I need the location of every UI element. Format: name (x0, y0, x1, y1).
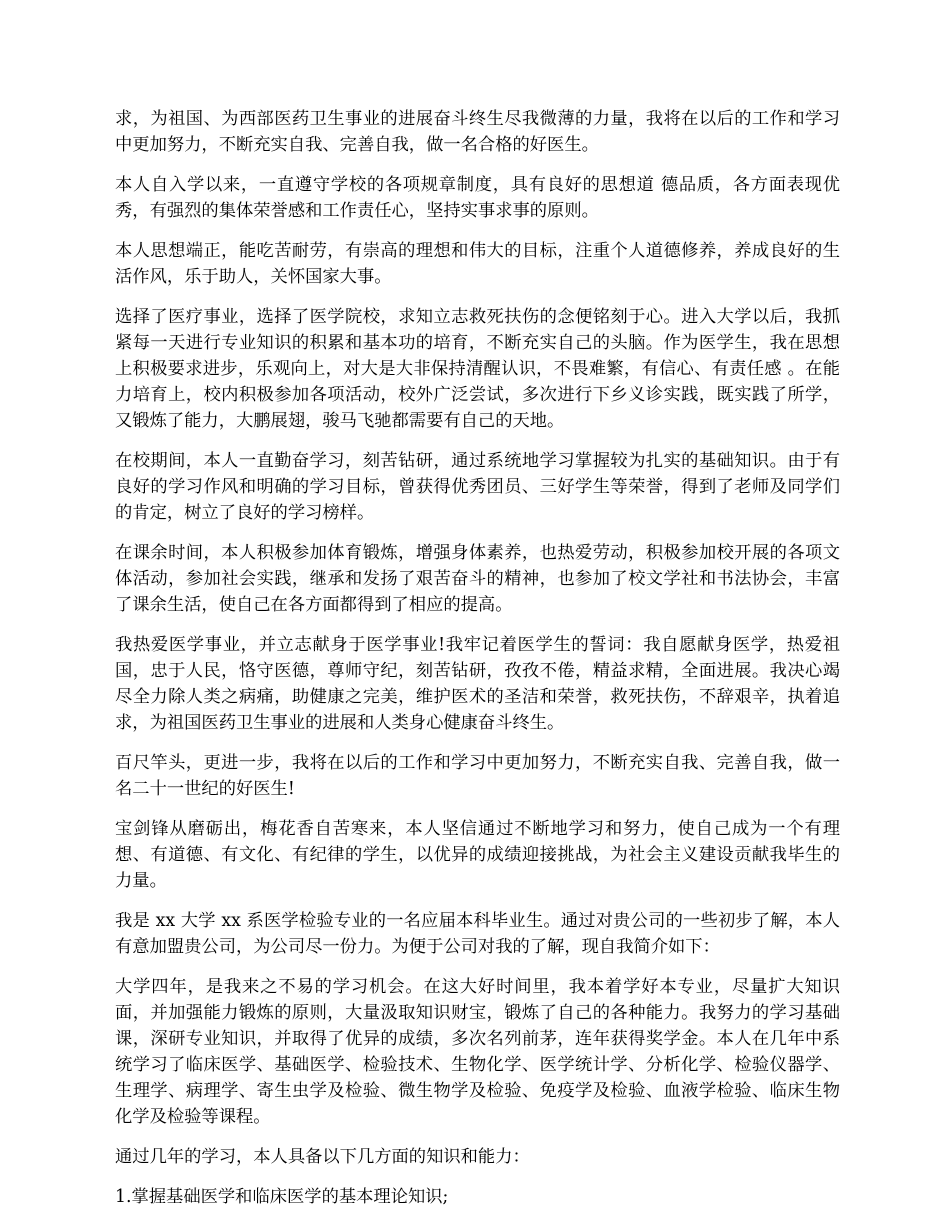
paragraph: 我是 xx 大学 xx 系医学检验专业的一名应届本科毕业生。通过对贵公司的一些初步了解，本人有意加盟贵公司，为公司尽一份力。为便于公司对我的了解，现自我简介如下： (115, 911, 840, 957)
paragraph: 在课余时间，本人积极参加体育锻炼，增强身体素养，也热爱劳动，积极参加校开展的各项文体活动，参加社会实践，继承和发扬了艰苦奋斗的精神，也参加了校文学社和书法协会，丰富了课余生活，使自己在各方面都得到了相应的提高。 (115, 543, 840, 615)
paragraph: 百尺竿头，更进一步，我将在以后的工作和学习中更加努力，不断充实自我、完善自我，做一名二十一世纪的好医生! (115, 753, 840, 799)
list-item: 1.掌握基础医学和临床医学的基本理论知识; (115, 1187, 449, 1207)
paragraph: 宝剑锋从磨砺出，梅花香自苦寒来，本人坚信通过不断地学习和努力，使自己成为一个有理想、有道德、有文化、有纪律的学生，以优异的成绩迎接挑战，为社会主义建设贡献我毕生的力量。 (115, 819, 840, 891)
paragraph: 选择了医疗事业，选择了医学院校，求知立志救死扶伤的念便铭刻于心。进入大学以后，我抓紧每一天进行专业知识的积累和基本功的培育，不断充实自己的头脑。作为医学生，我在思想上积极要求进步，乐观向上，对大是大非保持清醒认识，不畏难繁，有信心、有责任感 。在能力培育上，校内积极参加各项活动，校外广泛尝试，多次进行下乡义诊实践，既实践了所学，又锻炼了能力，大鹏展翅，骏马飞驰都需要有自己的天地。 (115, 307, 840, 431)
paragraph: 通过几年的学习，本人具备以下几方面的知识和能力： (115, 1147, 530, 1167)
paragraph: 本人自入学以来，一直遵守学校的各项规章制度，具有良好的思想道 德品质，各方面表现优秀，有强烈的集体荣誉感和工作责任心，坚持实事求事的原则。 (115, 175, 840, 221)
paragraph: 我热爱医学事业，并立志献身于医学事业!我牢记着医学生的誓词：我自愿献身医学，热爱祖国，忠于人民，恪守医德，尊师守纪，刻苦钻研，孜孜不倦，精益求精，全面进展。我决心竭尽全力除人类之病痛，助健康之完美，维护医术的圣洁和荣誉，救死扶伤，不辞艰辛，执着追求，为祖国医药卫生事业的进展和人类身心健康奋斗终生。 (115, 635, 840, 733)
paragraph: 大学四年，是我来之不易的学习机会。在这大好时间里，我本着学好本专业，尽量扩大知识面，并加强能力锻炼的原则，大量汲取知识财宝，锻炼了自己的各种能力。我努力的学习基础课，深研专业知识，并取得了优异的成绩，多次名列前茅，连年获得奖学金。本人在几年中系统学习了临床医学、基础医学、检验技术、生物化学、医学统计学、分析化学、检验仪器学、生理学、病理学、寄生虫学及检验、微生物学及检验、免疫学及检验、血液学检验、临床生物化学及检验等课程。 (115, 977, 840, 1127)
paragraph: 在校期间，本人一直勤奋学习，刻苦钻研，通过系统地学习掌握较为扎实的基础知识。由于有良好的学习作风和明确的学习目标，曾获得优秀团员、三好学生等荣誉，得到了老师及同学们的肯定，树立了良好的学习榜样。 (115, 451, 840, 523)
paragraph: 求，为祖国、为西部医药卫生事业的进展奋斗终生尽我微薄的力量，我将在以后的工作和学习中更加努力，不断充实自我、完善自我，做一名合格的好医生。 (115, 109, 840, 155)
paragraph: 本人思想端正，能吃苦耐劳，有崇高的理想和伟大的目标，注重个人道德修养，养成良好的生活作风，乐于助人，关怀国家大事。 (115, 241, 840, 287)
document-page (115, 106, 840, 1210)
